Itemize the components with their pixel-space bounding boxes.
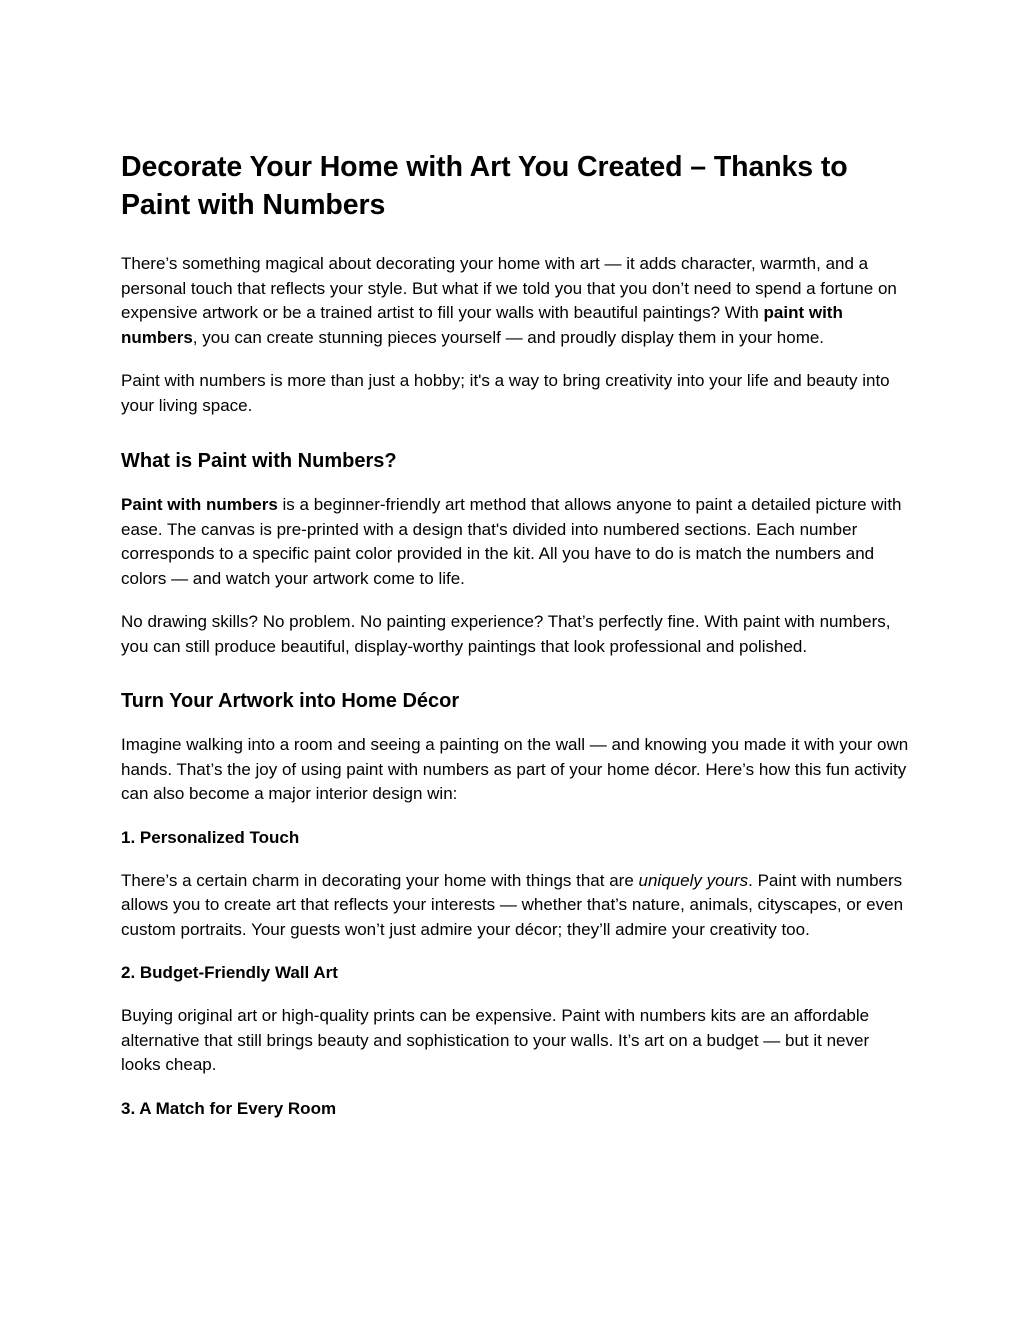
budget-paragraph: Buying original art or high-quality prints can be expensive. Paint with numbers kits are an affordable alternative that still brings beauty and sophistication to your walls. It’s art on a budget — but it never looks cheap. — [121, 1006, 870, 1074]
what-is-text: is a beginner-friendly art method that allows anyone to paint a detailed picture with ease. The canvas is pre-printed with a design that's divided into numbered sections. Each number corresponds to a specific paint color provided in the kit. All you have to do is match the numbers and colors — and watch your artwork come to life. — [121, 495, 902, 588]
article-title: Decorate Your Home with Art You Created – Thanks to Paint with Numbers — [121, 151, 848, 221]
personalized-text-end: . Paint with numbers allows you to create art that reflects your interests — whether that’s nature, animals, cityscapes, or even custom portraits. Your guests won’t just admire your décor; they’ll admire your creativity too. — [121, 870, 904, 939]
document-page — [121, 148, 911, 1140]
personalized-paragraph — [121, 869, 911, 943]
personalized-italic: uniquely yours — [638, 870, 749, 890]
home-decor-paragraph: Imagine walking into a room and seeing a painting on the wall — and knowing you made it with your own hands. That’s the joy of using paint with numbers as part of your home décor. Here’s how this fun activity can also become a major interior design win: — [121, 735, 909, 803]
what-is-paragraph-2: No drawing skills? No problem. No painting experience? That’s perfectly fine. With paint with numbers, you can still produce beautiful, display-worthy paintings that look professional and polished. — [121, 612, 891, 656]
list-heading-every-room: 3. A Match for Every Room — [121, 1098, 337, 1118]
intro-paragraph-2: Paint with numbers is more than just a hobby; it's a way to bring creativity into your life and beauty into your living space. — [121, 371, 890, 415]
list-heading-personalized: 1. Personalized Touch — [121, 827, 300, 847]
intro-text-end: , you can create stunning pieces yourself — and proudly display them in your home. — [192, 327, 825, 347]
what-is-bold-term: Paint with numbers — [121, 495, 278, 514]
section-heading-what-is: What is Paint with Numbers? — [121, 450, 397, 472]
intro-bold-term: paint with numbers — [121, 303, 843, 347]
list-heading-budget: 2. Budget-Friendly Wall Art — [121, 963, 338, 982]
intro-text-start: There’s something magical about decorating your home with art — it adds character, warmth, and a personal touch that reflects your style. But what if we told you that you don’t need to spend a fortune on expensive artwork or be a trained artist to fill your walls with beautiful paintings? With — [121, 254, 897, 322]
section-heading-home-decor: Turn Your Artwork into Home Décor — [121, 690, 460, 712]
intro-paragraph-1 — [121, 252, 911, 350]
what-is-paragraph-1 — [121, 493, 911, 591]
personalized-text-start: There’s a certain charm in decorating your home with things that are — [121, 870, 639, 890]
